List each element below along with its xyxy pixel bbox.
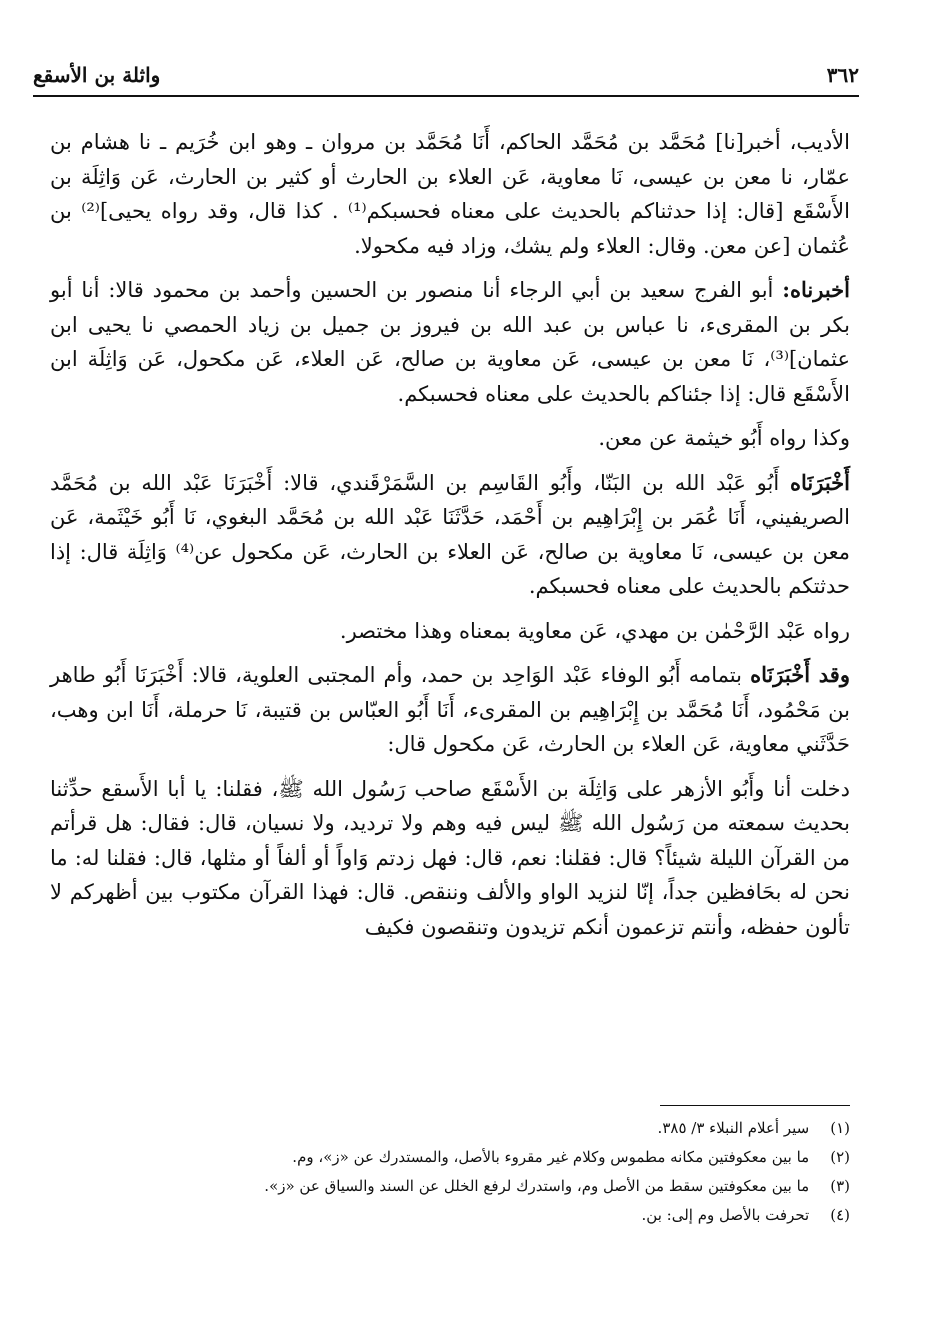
paragraph [50, 658, 850, 762]
paragraph-text: الأديب، أخبر[نا] مُحَمَّد بن مُحَمَّد الحاكم، أَنَا مُحَمَّد بن مروان ـ وهو ابن خُرَيم ـ نا هشام بن عمّار، نا معن بن عيسى، نَا معاوية، عَن العلاء بن الحارث أو كثير بن الحارث، عَن وَاثِلَة بن الأَسْقَع [قال: إذا حدثناكم بالحديث على معناه فحسبكم⁽¹⁾ . كذا قال، وقد رواه يحيى]⁽²⁾ بن عُثمان [عن معن. وقال: العلاء ولم يشك، وزاد فيه مكحولا. [50, 130, 850, 258]
footnote-number: (١) [830, 1119, 850, 1137]
footnote-text: ما بين معكوفتين مكانه مطموس وكلام غير مقروء بالأصل، والمستدرك عن «ز»، وم. [292, 1148, 810, 1166]
paragraph [50, 421, 850, 456]
footnote-number: (٤) [830, 1206, 850, 1224]
paragraph [50, 125, 850, 263]
footnote-text: ما بين معكوفتين سقط من الأصل وم، واستدرك لرفع الخلل عن السند والسياق عن «ز». [264, 1177, 810, 1195]
footnote-text: تحرفت بالأصل وم إلى: بن. [641, 1206, 810, 1224]
paragraph [50, 772, 850, 945]
paragraph [50, 466, 850, 604]
paragraph-text: بتمامه أَبُو الوفاء عَبْد الوَاحِد بن حمد، وأم المجتبى العلوية، قالا: أَخْبَرَنَا أَبُو طاهر بن مَحْمُود، أَنَا مُحَمَّد بن إِبْرَاهِيم بن المقرىء، أَنَا أَبُو العبّاس بن قتيبة، نَا حرملة، أَنَا ابن وهب، حَدَّثَني معاوية، عَن العلاء بن الحارث، عَن مكحول قال: [50, 663, 850, 756]
footnote [50, 1172, 850, 1201]
footnote-text: سير أعلام النبلاء ٣/ ٣٨٥. [657, 1119, 810, 1137]
main-text [50, 125, 850, 954]
footnote [50, 1114, 850, 1143]
paragraph-lead: وقد أَخْبَرَنَاه [750, 662, 850, 687]
paragraph-text: وكذا رواه أَبُو خيثمة عن معن. [598, 426, 850, 450]
footnote-number: (٣) [830, 1177, 850, 1195]
footnote [50, 1143, 850, 1172]
paragraph-text: رواه عَبْد الرَّحْمٰن بن مهدي، عَن معاوية بمعناه وهذا مختصر. [339, 618, 850, 643]
paragraph [50, 273, 850, 411]
paragraph-text: أَبُو عَبْد الله بن البَنّا، وأَبُو القَاسِم بن السَّمَرْقَندي، قالا: أَخْبَرَنَا عَبْد الله بن مُحَمَّد الصريفيني، أَنَا عُمَر بن إِبْرَاهِيم بن أَحْمَد، حَدَّثَنَا عَبْد الله بن مُحَمَّد البغوي، نَا أَبُو خَيْثَمة، عَن معن بن عيسى، نَا معاوية بن صالح، عَن العلاء بن الحارث، عَن مكحول عن⁽⁴⁾ وَاثِلَة قال: إذا حدثتكم بالحديث على معناه فحسبكم. [50, 470, 850, 598]
footnotes-section [50, 1105, 850, 1230]
paragraph-text: أبو الفرج سعيد بن أبي الرجاء أنا منصور بن الحسين وأحمد بن محمود قالا: أنا أبو بكر بن المقرىء، نا عباس بن عبد الله بن فيروز بن جميل بن زياد الحمصي نا يحيى ابن عثمان]⁽³⁾، نَا معن بن عيسى، عَن معاوية بن صالح، عَن العلاء، عَن مكحول، عَن وَاثِلَة ابن الأَسْقَع قال: إذا جئناكم بالحديث على معناه فحسبكم. [50, 278, 850, 406]
paragraph-lead: أخبرناه: [782, 277, 850, 302]
running-title: واثلة بن الأسقع [33, 63, 161, 87]
paragraph [50, 614, 850, 649]
page-header [33, 55, 859, 97]
footnote [50, 1201, 850, 1230]
paragraph-lead: أَخْبَرَنَاه [790, 469, 851, 495]
footnote-divider [660, 1105, 850, 1106]
footnote-number: (٢) [830, 1148, 850, 1166]
page-number: ٣٦٢ [826, 63, 859, 87]
paragraph-text: دخلت أنا وأَبُو الأزهر على وَاثِلَة بن الأَسْقَع صاحب رَسُول الله ﷺ، فقلنا: يا أبا الأَسقع حدِّثنا بحديث سمعته من رَسُول الله ﷺ ليس فيه وهم ولا ترديد، ولا نسيان، قال: فقال: هل قرأتم من القرآن الليلة شيئاً؟ قال: فقلنا: نعم، قال: فهل زدتم وَاواً أو ألفاً أو مثلها، قال: فقلنا له: ما نحن له بحَافظين جداً، إنّا لنزيد الواو والألف وننقص. قال: فهذا القرآن مكتوب بين أظهركم لا تألون حفظه، وأنتم تزعمون أنكم تزيدون وتنقصون فكيف [50, 776, 850, 939]
